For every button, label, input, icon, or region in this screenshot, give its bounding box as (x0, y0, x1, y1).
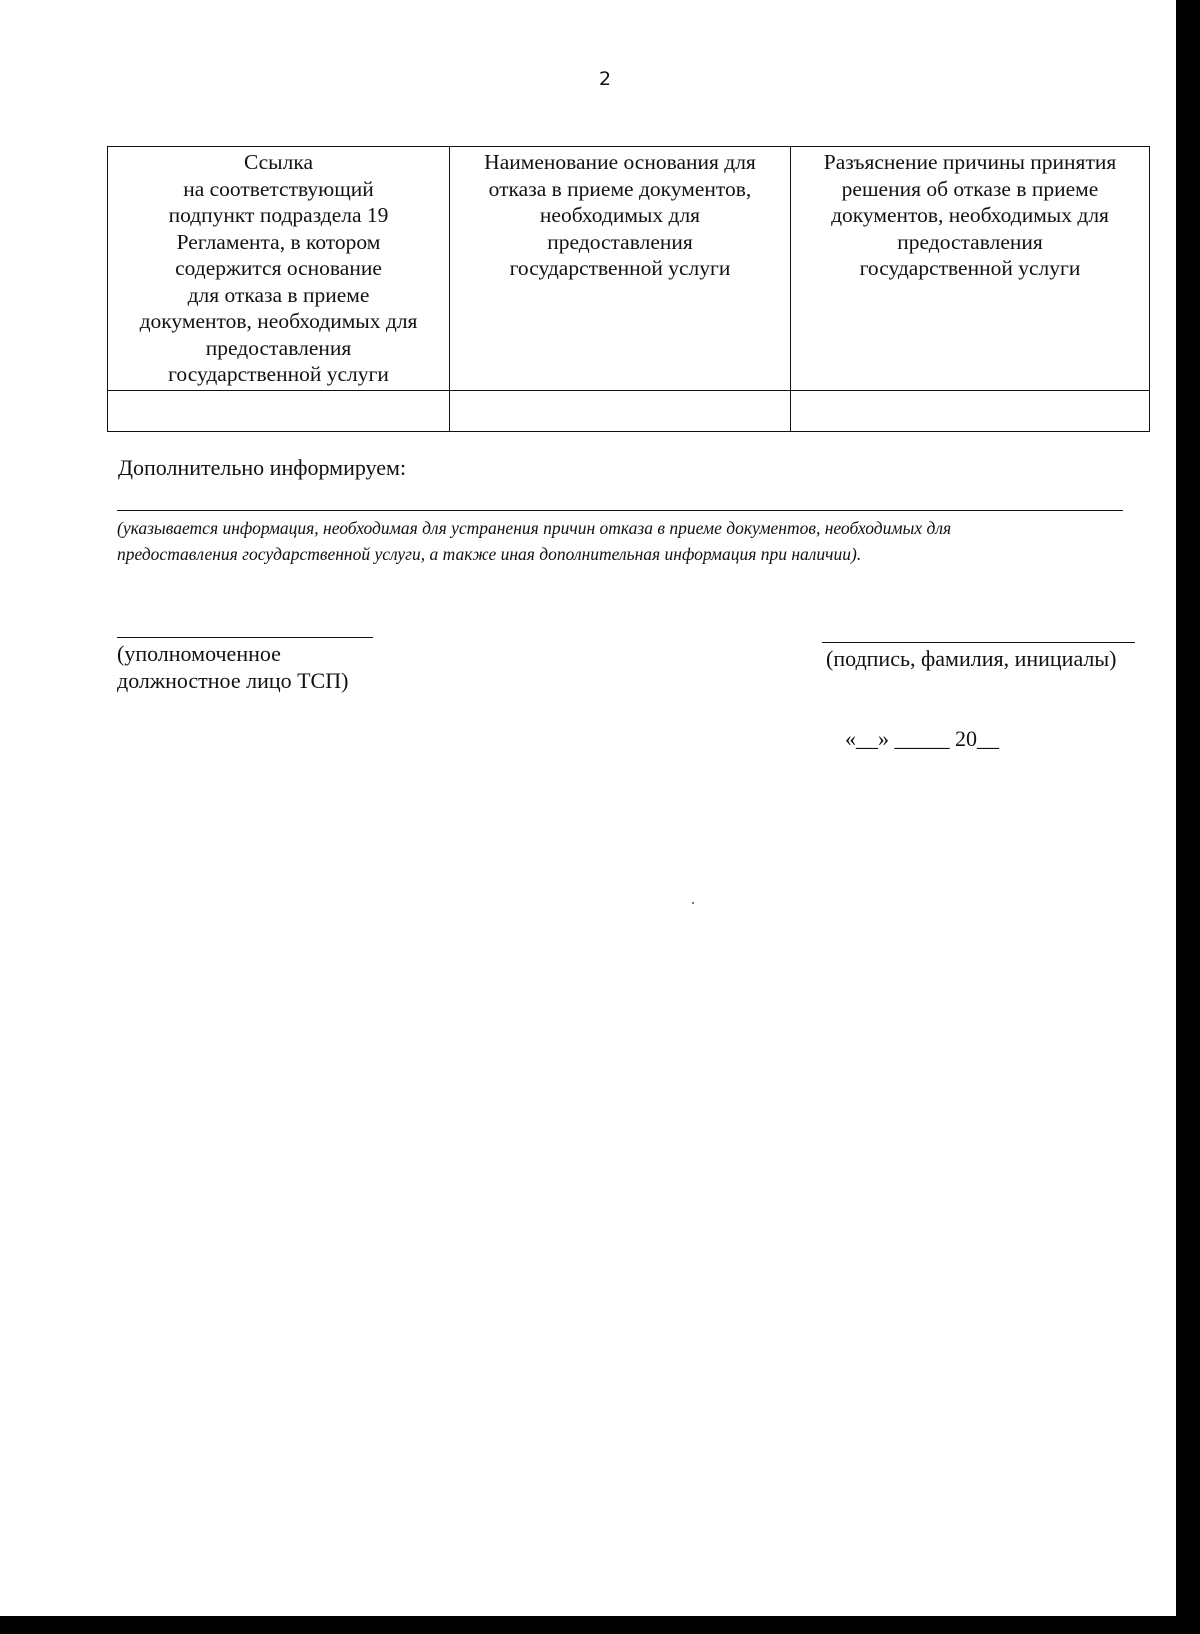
date-field[interactable]: «__» _____ 20__ (845, 726, 999, 751)
header-explanation: Разъяснение причины принятия решения об отказе в приеме документов, необходимых для предоставления государственной услуги (791, 147, 1150, 391)
table-cell[interactable] (791, 390, 1150, 431)
official-caption-line: (уполномоченное (117, 641, 281, 666)
hint-line: предоставления государственной услуги, а также иная дополнительная информация при наличии). (117, 544, 862, 564)
signature-caption: (подпись, фамилия, инициалы) (826, 646, 1117, 671)
additional-info-hint (117, 515, 1147, 567)
scan-edge-right (1176, 0, 1200, 1634)
refusal-reasons-table (107, 146, 1150, 432)
official-caption-line: должностное лицо ТСП) (117, 668, 349, 693)
header-reference: Ссылка на соответствующий подпункт подраздела 19 Регламента, в котором содержится основание для отказа в приеме документов, необходимых для предоставления государственной услуги (108, 147, 450, 391)
additional-info-label: Дополнительно информируем: (118, 455, 407, 480)
scan-speck (692, 902, 694, 904)
signature-fill-line[interactable] (822, 642, 1135, 643)
table-header-row (108, 147, 1150, 391)
header-ground-name: Наименование основания для отказа в приеме документов, необходимых для предоставления государственной услуги (450, 147, 791, 391)
official-caption (117, 640, 348, 694)
table-cell[interactable] (108, 390, 450, 431)
page-number: 2 (598, 68, 612, 90)
official-fill-line[interactable] (117, 637, 373, 638)
hint-line: (указывается информация, необходимая для устранения причин отказа в приеме документов, необходимых для (117, 518, 952, 538)
scan-edge-bottom (0, 1616, 1200, 1634)
table-cell[interactable] (450, 390, 791, 431)
table-row (108, 390, 1150, 431)
additional-info-fill-line[interactable] (117, 510, 1123, 511)
